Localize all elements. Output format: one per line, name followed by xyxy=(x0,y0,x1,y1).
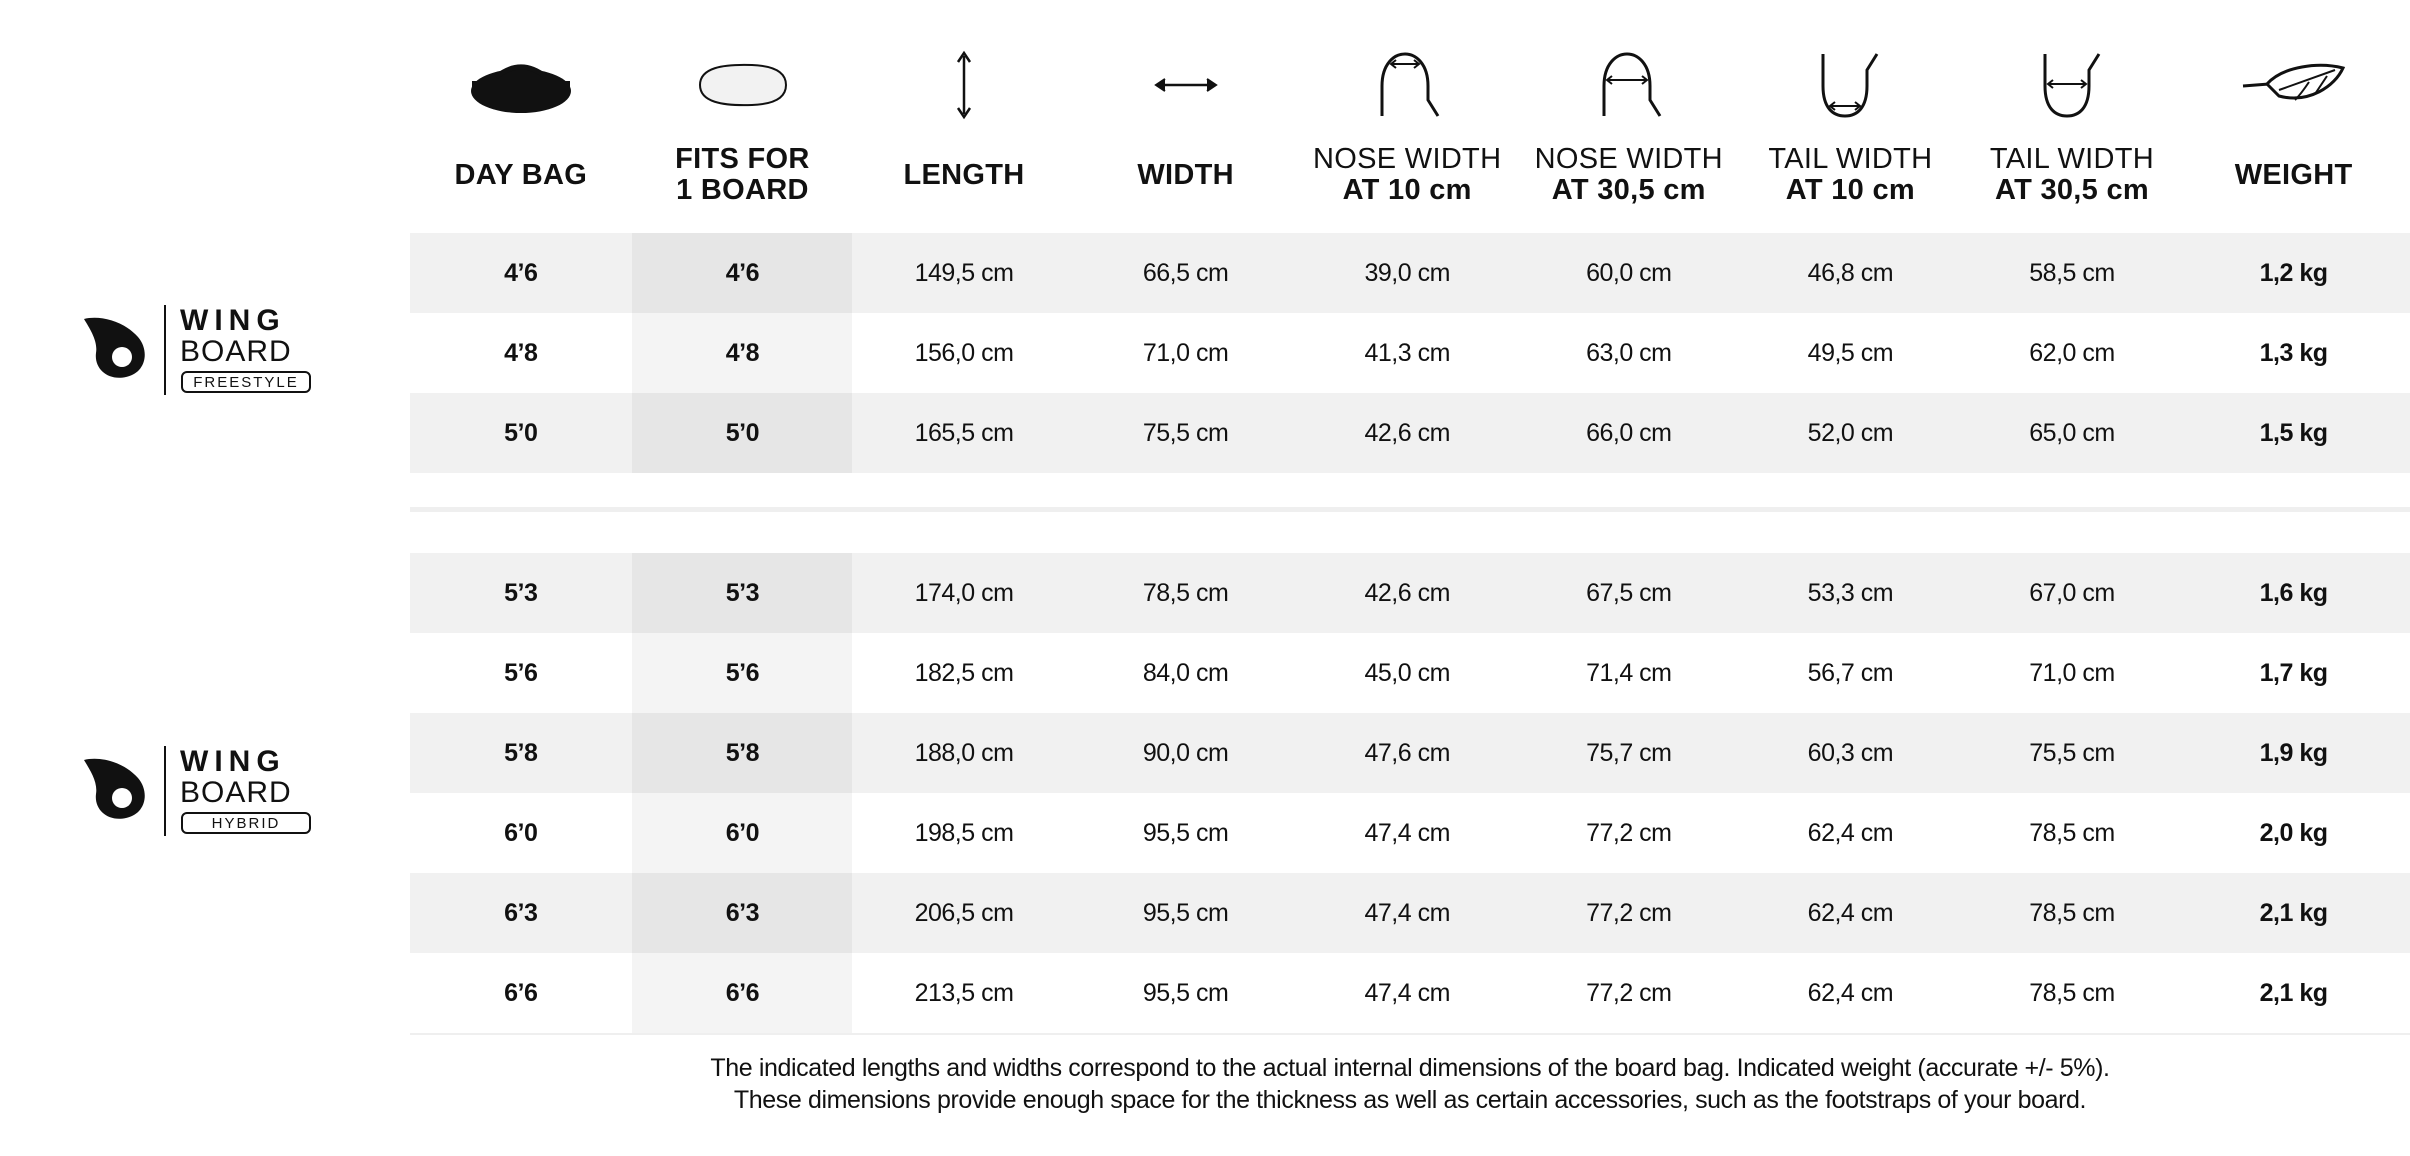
table-cell: 67,5 cm xyxy=(1586,578,1672,607)
board-outline-icon xyxy=(632,40,854,130)
table-cell: 78,5 cm xyxy=(2029,978,2115,1007)
logo-board-text: BOARD xyxy=(180,335,292,368)
column-header-label xyxy=(1296,140,1518,210)
table-cell: 2,0 kg xyxy=(2259,818,2328,847)
table-cell: 2,1 kg xyxy=(2259,978,2328,1007)
column-header-label xyxy=(1075,140,1297,210)
feather-weight-icon xyxy=(2183,40,2405,130)
table-cell: 63,0 cm xyxy=(1586,338,1672,367)
table-row xyxy=(410,873,2410,953)
column-header-line: AT 10 cm xyxy=(1785,174,1915,206)
column-header-line: AT 30,5 cm xyxy=(1551,174,1706,206)
table-cell: 39,0 cm xyxy=(1364,258,1450,287)
logo-divider xyxy=(164,746,166,836)
table-cell: 47,4 cm xyxy=(1364,818,1450,847)
table-cell: 149,5 cm xyxy=(914,258,1014,287)
length-arrow-icon xyxy=(853,40,1075,130)
column-header-line: 1 BOARD xyxy=(676,174,809,206)
table-cell: 1,9 kg xyxy=(2259,738,2328,767)
table-cell: 5’8 xyxy=(725,738,760,767)
table-cell: 95,5 cm xyxy=(1142,898,1229,927)
table-cell: 1,7 kg xyxy=(2259,658,2328,687)
table-cell: 188,0 cm xyxy=(914,738,1014,767)
column-header-line: TAIL WIDTH xyxy=(1989,143,2155,175)
table-cell: 1,6 kg xyxy=(2259,578,2328,607)
table-cell: 75,7 cm xyxy=(1586,738,1672,767)
nose-width-30-icon xyxy=(1518,40,1740,130)
table-cell: 56,7 cm xyxy=(1807,658,1894,687)
table-row xyxy=(410,793,2410,873)
column-header-line: NOSE WIDTH xyxy=(1534,143,1723,175)
drop-logo-icon xyxy=(80,752,152,824)
table-cell: 198,5 cm xyxy=(914,818,1014,847)
table-cell: 47,6 cm xyxy=(1364,738,1450,767)
table-cell: 71,0 cm xyxy=(1142,338,1229,367)
table-cell: 6’6 xyxy=(504,978,538,1007)
table-cell: 5’6 xyxy=(504,658,538,687)
table-cell: 4’8 xyxy=(504,338,538,367)
table-cell: 1,3 kg xyxy=(2259,338,2328,367)
table-cell: 66,5 cm xyxy=(1142,258,1229,287)
table-cell: 206,5 cm xyxy=(914,898,1014,927)
nose-width-10-icon xyxy=(1296,40,1518,130)
table-cell: 4’6 xyxy=(725,258,760,287)
column-header-label xyxy=(1961,140,2183,210)
column-header-line: NOSE WIDTH xyxy=(1313,143,1502,175)
table-cell: 5’0 xyxy=(504,418,538,447)
table-cell: 47,4 cm xyxy=(1364,898,1450,927)
table-cell: 67,0 cm xyxy=(2029,578,2115,607)
table-cell: 1,2 kg xyxy=(2259,258,2328,287)
table-row xyxy=(410,633,2410,713)
day-bag-icon xyxy=(410,40,632,130)
column-header-line: AT 10 cm xyxy=(1342,174,1472,206)
footnote-line-1: The indicated lengths and widths correspond to the actual internal dimensions of the board bag. Indicated weight (accurate +/- 5%). xyxy=(710,1054,2110,1082)
logo-wing-text: WING xyxy=(180,304,286,337)
table-cell: 58,5 cm xyxy=(2029,258,2115,287)
table-cell: 78,5 cm xyxy=(2029,818,2115,847)
table-cell: 60,3 cm xyxy=(1807,738,1894,767)
table-cell: 6’3 xyxy=(725,898,760,927)
table-cell: 65,0 cm xyxy=(2029,418,2115,447)
table-cell: 6’0 xyxy=(725,818,760,847)
column-header-label xyxy=(1518,140,1740,210)
drop-logo-icon xyxy=(80,311,152,383)
column-header-label xyxy=(853,140,1075,210)
logo-tag: FREESTYLE xyxy=(181,371,311,393)
table-cell: 174,0 cm xyxy=(914,578,1014,607)
table-cell: 156,0 cm xyxy=(914,338,1014,367)
column-header-label xyxy=(2183,140,2405,210)
table-cell: 41,3 cm xyxy=(1364,338,1450,367)
table-cell: 71,4 cm xyxy=(1586,658,1672,687)
table-cell: 42,6 cm xyxy=(1364,578,1450,607)
logo-board-text: BOARD xyxy=(180,776,292,809)
logo-wing-text: WING xyxy=(180,745,286,778)
table-cell: 47,4 cm xyxy=(1364,978,1450,1007)
wingboard-freestyle-logo xyxy=(80,305,320,405)
table-cell: 62,4 cm xyxy=(1807,818,1894,847)
table-cell: 45,0 cm xyxy=(1364,658,1450,687)
table-cell: 90,0 cm xyxy=(1142,738,1229,767)
table-cell: 77,2 cm xyxy=(1586,978,1672,1007)
tail-width-10-icon xyxy=(1740,40,1962,130)
table-cell: 5’3 xyxy=(725,578,760,607)
table-cell: 60,0 cm xyxy=(1586,258,1672,287)
table-cell: 52,0 cm xyxy=(1807,418,1894,447)
table-cell: 62,4 cm xyxy=(1807,898,1894,927)
table-cell: 182,5 cm xyxy=(914,658,1014,687)
table-cell: 77,2 cm xyxy=(1586,898,1672,927)
column-header-label xyxy=(1740,140,1962,210)
table-cell: 77,2 cm xyxy=(1586,818,1672,847)
table-cell: 5’8 xyxy=(504,738,538,767)
table-cell: 4’6 xyxy=(504,258,538,287)
column-header-line: FITS FOR xyxy=(675,143,810,175)
column-header-line: LENGTH xyxy=(903,158,1025,191)
column-header-line: WEIGHT xyxy=(2234,158,2353,191)
table-cell: 1,5 kg xyxy=(2259,418,2328,447)
table-cell: 5’3 xyxy=(504,578,538,607)
table-cell: 5’6 xyxy=(725,658,760,687)
table-cell: 78,5 cm xyxy=(2029,898,2115,927)
table-cell: 53,3 cm xyxy=(1807,578,1894,607)
table-cell: 71,0 cm xyxy=(2029,658,2115,687)
table-row xyxy=(410,553,2410,633)
column-header-label xyxy=(632,140,854,210)
table-row xyxy=(410,313,2410,393)
column-header-line: TAIL WIDTH xyxy=(1768,143,1933,175)
table-cell: 6’6 xyxy=(725,978,760,1007)
table-cell: 46,8 cm xyxy=(1807,258,1894,287)
table-row xyxy=(410,393,2410,473)
table-cell: 75,5 cm xyxy=(2029,738,2115,767)
column-header-label xyxy=(410,140,632,210)
table-cell: 62,0 cm xyxy=(2029,338,2115,367)
column-header-line: WIDTH xyxy=(1137,158,1234,191)
table-cell: 2,1 kg xyxy=(2259,898,2328,927)
width-arrow-icon xyxy=(1075,40,1297,130)
table-row xyxy=(410,233,2410,313)
table-cell: 6’0 xyxy=(504,818,538,847)
tail-width-30-icon xyxy=(1961,40,2183,130)
table-cell: 95,5 cm xyxy=(1142,978,1229,1007)
table-cell: 95,5 cm xyxy=(1142,818,1229,847)
table-cell: 75,5 cm xyxy=(1142,418,1229,447)
logo-tag: HYBRID xyxy=(181,812,311,834)
table-cell: 78,5 cm xyxy=(1142,578,1229,607)
table-cell: 49,5 cm xyxy=(1807,338,1894,367)
column-header-line: AT 30,5 cm xyxy=(1994,174,2149,206)
table-cell: 4’8 xyxy=(725,338,760,367)
wingboard-hybrid-logo xyxy=(80,746,320,846)
table-row xyxy=(410,713,2410,793)
table-cell: 213,5 cm xyxy=(914,978,1014,1007)
group-divider xyxy=(410,507,2410,512)
table-cell: 84,0 cm xyxy=(1142,658,1229,687)
table-cell: 66,0 cm xyxy=(1586,418,1672,447)
table-cell: 6’3 xyxy=(504,898,538,927)
table-cell: 62,4 cm xyxy=(1807,978,1894,1007)
table-bottom-line xyxy=(410,1033,2410,1035)
footnote-line-2: These dimensions provide enough space for the thickness as well as certain accessories, such as the footstraps of your board. xyxy=(733,1086,2087,1114)
table-row xyxy=(410,953,2410,1033)
table-cell: 42,6 cm xyxy=(1364,418,1450,447)
table-cell: 165,5 cm xyxy=(914,418,1014,447)
column-header-line: DAY BAG xyxy=(454,158,588,191)
logo-divider xyxy=(164,305,166,395)
table-cell: 5’0 xyxy=(725,418,760,447)
